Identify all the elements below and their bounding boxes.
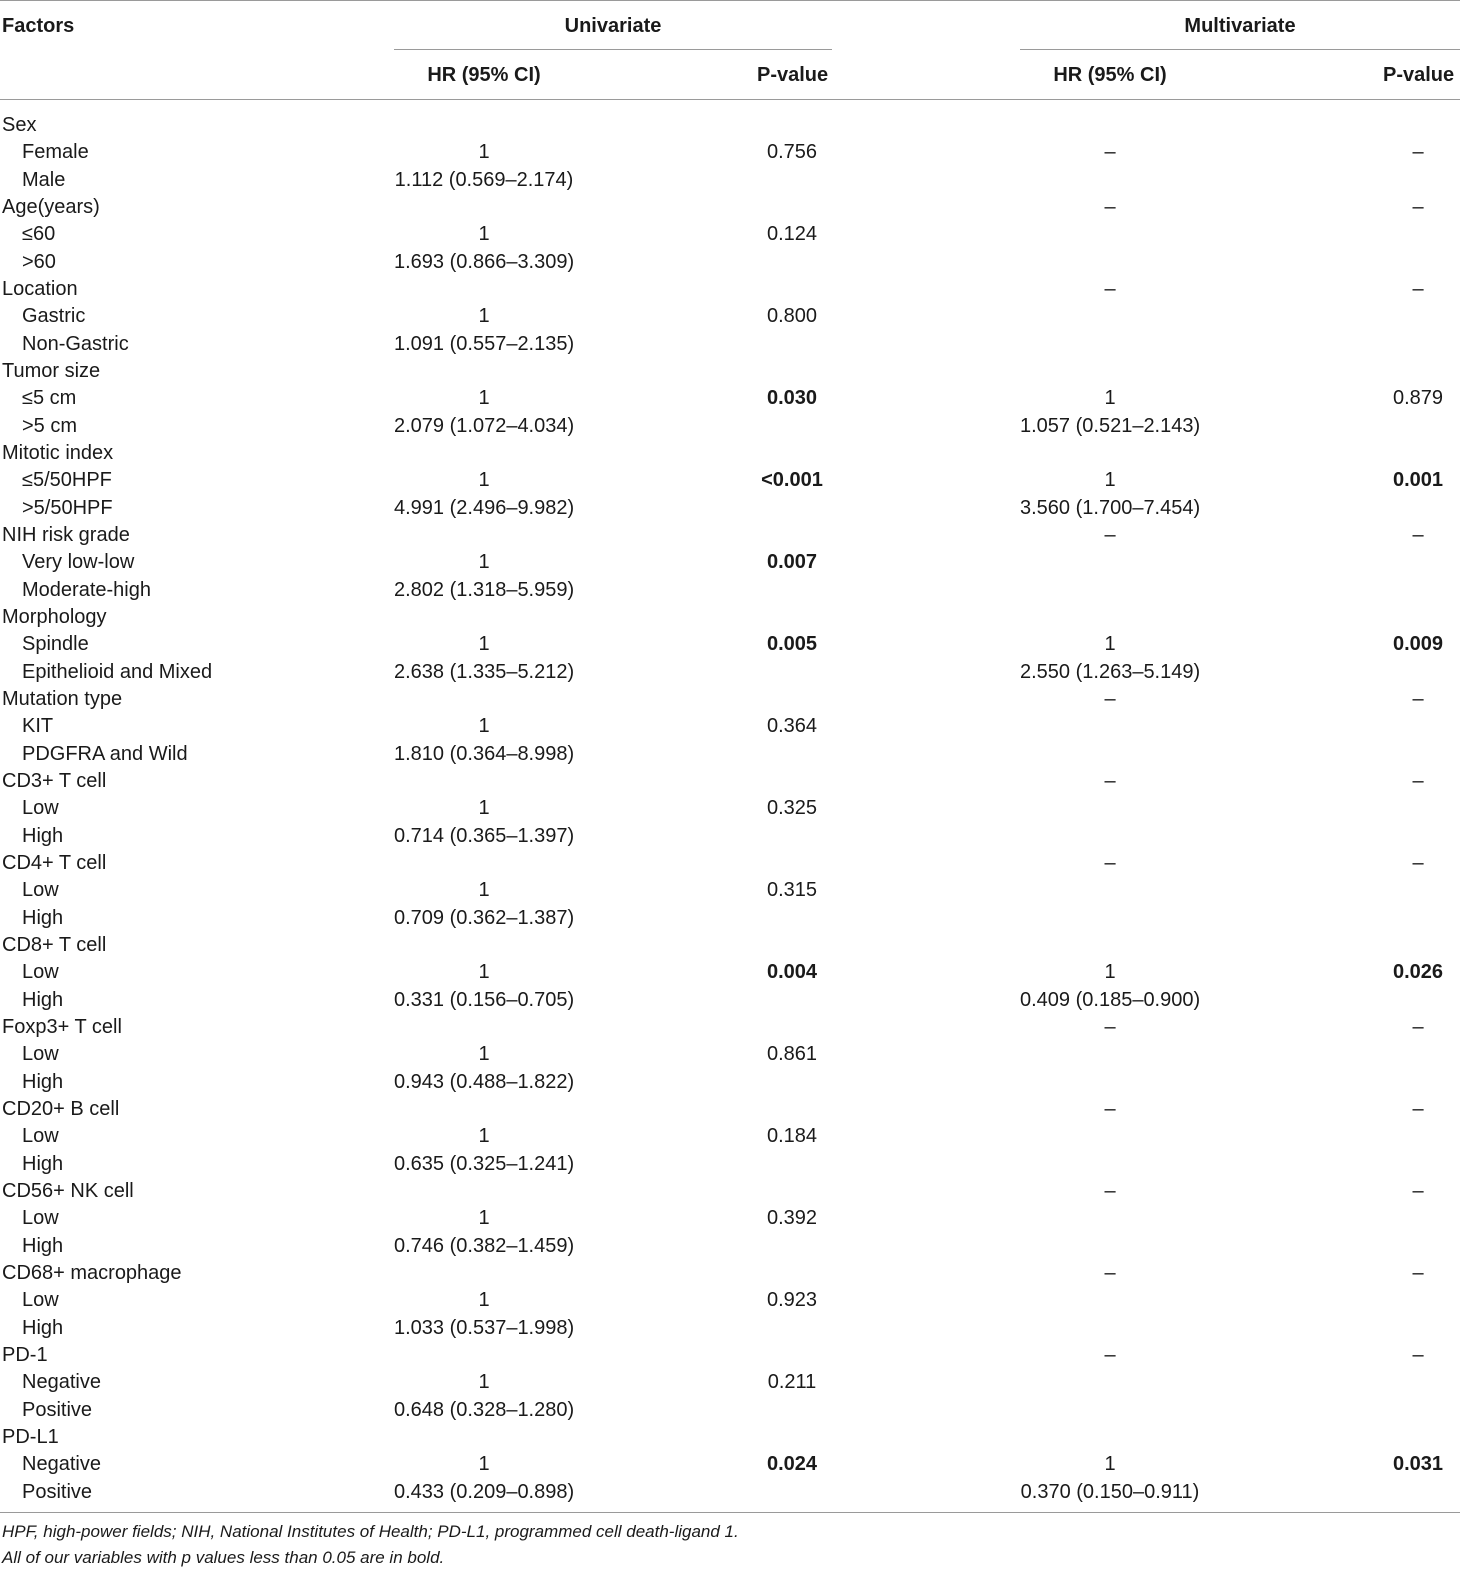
uni-hr-cell: 2.638 (1.335–5.212) bbox=[394, 661, 575, 683]
uni-p-cell: 0.923 bbox=[766, 1289, 818, 1311]
factor-level-label: Male bbox=[22, 169, 66, 191]
uni-hr-cell: 1.033 (0.537–1.998) bbox=[394, 1317, 575, 1339]
uni-hr-cell: 1 bbox=[478, 469, 490, 491]
footnote-abbreviations: HPF, high-power fields; NIH, National Institutes of Health; PD-L1, programmed cell death-ligand 1. bbox=[2, 1522, 739, 1541]
uni-hr-cell: 1 bbox=[478, 1125, 490, 1147]
uni-hr-cell: 2.079 (1.072–4.034) bbox=[394, 415, 575, 437]
factor-level-label: Negative bbox=[22, 1453, 101, 1475]
multi-p-cell: – bbox=[1412, 1262, 1424, 1284]
multi-p-cell: 0.879 bbox=[1392, 387, 1444, 409]
factor-level-label: >60 bbox=[22, 251, 56, 273]
multi-hr-cell: – bbox=[1104, 1262, 1116, 1284]
multi-hr-cell: – bbox=[1104, 196, 1116, 218]
multi-hr-cell: – bbox=[1104, 1016, 1116, 1038]
factor-level-label: High bbox=[22, 1153, 64, 1175]
top-rule bbox=[0, 0, 1460, 1]
factor-label: CD20+ B cell bbox=[2, 1098, 120, 1120]
multi-p-cell: 0.009 bbox=[1392, 633, 1444, 655]
uni-p-cell: 0.756 bbox=[766, 141, 818, 163]
uni-p-cell: 0.124 bbox=[766, 223, 818, 245]
multi-hr-cell: 1 bbox=[1104, 387, 1116, 409]
footnote-bold-note: All of our variables with p values less than 0.05 are in bold. bbox=[2, 1548, 445, 1567]
factor-label: Mutation type bbox=[2, 688, 123, 710]
uni-hr-cell: 1 bbox=[478, 1207, 490, 1229]
uni-hr-cell: 0.746 (0.382–1.459) bbox=[394, 1235, 575, 1257]
factor-level-label: High bbox=[22, 907, 64, 929]
header-bottom-rule bbox=[0, 99, 1460, 100]
uni-hr-cell: 4.991 (2.496–9.982) bbox=[394, 497, 575, 519]
factor-level-label: High bbox=[22, 1317, 64, 1339]
factor-level-label: High bbox=[22, 1071, 64, 1093]
multi-p-cell: – bbox=[1412, 196, 1424, 218]
factor-label: CD3+ T cell bbox=[2, 770, 107, 792]
header-univariate: Univariate bbox=[564, 15, 662, 37]
multi-hr-cell: 0.409 (0.185–0.900) bbox=[1020, 989, 1201, 1011]
uni-p-cell: 0.325 bbox=[766, 797, 818, 819]
factor-level-label: Low bbox=[22, 1289, 59, 1311]
multi-hr-cell: – bbox=[1104, 1098, 1116, 1120]
factor-level-label: KIT bbox=[22, 715, 54, 737]
header-multi-p: P-value bbox=[1383, 64, 1455, 86]
multi-hr-cell: – bbox=[1104, 1344, 1116, 1366]
factor-level-label: ≤5/50HPF bbox=[22, 469, 112, 491]
uni-p-cell: 0.030 bbox=[766, 387, 818, 409]
factor-level-label: Female bbox=[22, 141, 89, 163]
multi-p-cell: – bbox=[1412, 1016, 1424, 1038]
uni-hr-cell: 1.693 (0.866–3.309) bbox=[394, 251, 575, 273]
uni-p-cell: 0.004 bbox=[766, 961, 818, 983]
multi-p-cell: – bbox=[1412, 688, 1424, 710]
header-uni-p: P-value bbox=[757, 64, 829, 86]
uni-p-cell: 0.007 bbox=[766, 551, 818, 573]
uni-hr-cell: 0.433 (0.209–0.898) bbox=[394, 1481, 575, 1503]
uni-hr-cell: 1.112 (0.569–2.174) bbox=[394, 169, 574, 191]
multi-hr-cell: – bbox=[1104, 770, 1116, 792]
factor-level-label: Low bbox=[22, 961, 59, 983]
factor-label: CD4+ T cell bbox=[2, 852, 107, 874]
multi-hr-cell: 1 bbox=[1104, 633, 1116, 655]
uni-hr-cell: 0.635 (0.325–1.241) bbox=[394, 1153, 575, 1175]
multivariate-group-rule bbox=[1020, 49, 1460, 50]
uni-hr-cell: 1.810 (0.364–8.998) bbox=[394, 743, 575, 765]
factor-level-label: Very low-low bbox=[22, 551, 135, 573]
uni-hr-cell: 0.648 (0.328–1.280) bbox=[394, 1399, 575, 1421]
factor-level-label: Positive bbox=[22, 1481, 93, 1503]
factor-level-label: Epithelioid and Mixed bbox=[22, 661, 213, 683]
factor-label: CD56+ NK cell bbox=[2, 1180, 134, 1202]
uni-hr-cell: 1 bbox=[478, 633, 490, 655]
uni-hr-cell: 1 bbox=[478, 1371, 490, 1393]
multi-hr-cell: 3.560 (1.700–7.454) bbox=[1020, 497, 1201, 519]
factor-label: Foxp3+ T cell bbox=[2, 1016, 122, 1038]
factor-label: Age(years) bbox=[2, 196, 100, 218]
factor-level-label: >5 cm bbox=[22, 415, 78, 437]
factor-level-label: High bbox=[22, 989, 64, 1011]
uni-hr-cell: 1 bbox=[478, 223, 490, 245]
uni-hr-cell: 1 bbox=[478, 551, 490, 573]
uni-hr-cell: 1.091 (0.557–2.135) bbox=[394, 333, 575, 355]
uni-p-cell: <0.001 bbox=[761, 469, 823, 491]
multi-hr-cell: 1 bbox=[1104, 1453, 1116, 1475]
factor-level-label: Moderate-high bbox=[22, 579, 151, 601]
factor-label: Mitotic index bbox=[2, 442, 114, 464]
uni-p-cell: 0.211 bbox=[767, 1371, 817, 1393]
factor-label: Sex bbox=[2, 114, 37, 136]
multi-p-cell: – bbox=[1412, 1344, 1424, 1366]
uni-hr-cell: 1 bbox=[478, 141, 490, 163]
multi-p-cell: – bbox=[1412, 1098, 1424, 1120]
factor-label: PD-L1 bbox=[2, 1426, 59, 1448]
multi-hr-cell: – bbox=[1104, 524, 1116, 546]
uni-p-cell: 0.005 bbox=[766, 633, 818, 655]
uni-hr-cell: 1 bbox=[478, 1289, 490, 1311]
uni-p-cell: 0.364 bbox=[766, 715, 818, 737]
multi-p-cell: – bbox=[1412, 141, 1424, 163]
factor-level-label: Low bbox=[22, 1043, 59, 1065]
multi-hr-cell: – bbox=[1104, 1180, 1116, 1202]
uni-hr-cell: 1 bbox=[478, 387, 490, 409]
multi-p-cell: – bbox=[1412, 278, 1424, 300]
multi-p-cell: – bbox=[1412, 524, 1424, 546]
uni-hr-cell: 0.943 (0.488–1.822) bbox=[394, 1071, 575, 1093]
factor-label: CD8+ T cell bbox=[2, 934, 107, 956]
uni-p-cell: 0.024 bbox=[766, 1453, 818, 1475]
factor-label: PD-1 bbox=[2, 1344, 48, 1366]
factor-level-label: Gastric bbox=[22, 305, 86, 327]
uni-p-cell: 0.800 bbox=[766, 305, 818, 327]
multi-p-cell: – bbox=[1412, 1180, 1424, 1202]
factor-level-label: Low bbox=[22, 1125, 59, 1147]
factor-level-label: PDGFRA and Wild bbox=[22, 743, 188, 765]
factor-level-label: Low bbox=[22, 797, 59, 819]
multi-hr-cell: 1 bbox=[1104, 961, 1116, 983]
multi-p-cell: – bbox=[1412, 770, 1424, 792]
factor-level-label: Non-Gastric bbox=[22, 333, 129, 355]
factor-level-label: >5/50HPF bbox=[22, 497, 113, 519]
factor-level-label: High bbox=[22, 1235, 64, 1257]
multi-hr-cell: – bbox=[1104, 688, 1116, 710]
multi-p-cell: 0.001 bbox=[1392, 469, 1444, 491]
uni-p-cell: 0.315 bbox=[766, 879, 818, 901]
uni-hr-cell: 1 bbox=[478, 797, 490, 819]
header-multivariate: Multivariate bbox=[1184, 15, 1296, 37]
factor-label: Tumor size bbox=[2, 360, 101, 382]
uni-p-cell: 0.392 bbox=[766, 1207, 818, 1229]
uni-hr-cell: 1 bbox=[478, 715, 490, 737]
uni-hr-cell: 2.802 (1.318–5.959) bbox=[394, 579, 575, 601]
multi-p-cell: 0.031 bbox=[1392, 1453, 1444, 1475]
factor-level-label: ≤60 bbox=[22, 223, 56, 245]
factor-level-label: Spindle bbox=[22, 633, 89, 655]
multi-hr-cell: – bbox=[1104, 278, 1116, 300]
factor-label: NIH risk grade bbox=[2, 524, 130, 546]
uni-hr-cell: 1 bbox=[478, 305, 490, 327]
multi-p-cell: 0.026 bbox=[1392, 961, 1444, 983]
factor-label: Morphology bbox=[2, 606, 107, 628]
multi-hr-cell: 2.550 (1.263–5.149) bbox=[1020, 661, 1201, 683]
multi-hr-cell: 1.057 (0.521–2.143) bbox=[1020, 415, 1201, 437]
factor-level-label: Negative bbox=[22, 1371, 101, 1393]
multi-p-cell: – bbox=[1412, 852, 1424, 874]
header-uni-hr: HR (95% CI) bbox=[427, 64, 541, 86]
uni-p-cell: 0.861 bbox=[766, 1043, 818, 1065]
factor-level-label: Low bbox=[22, 879, 59, 901]
header-factors: Factors bbox=[2, 15, 75, 37]
multi-hr-cell: 0.370 (0.150–0.911) bbox=[1020, 1481, 1200, 1503]
multi-hr-cell: 1 bbox=[1104, 469, 1116, 491]
uni-hr-cell: 0.709 (0.362–1.387) bbox=[394, 907, 575, 929]
uni-hr-cell: 1 bbox=[478, 879, 490, 901]
uni-hr-cell: 1 bbox=[478, 1453, 490, 1475]
uni-hr-cell: 0.331 (0.156–0.705) bbox=[394, 989, 575, 1011]
header-multi-hr: HR (95% CI) bbox=[1053, 64, 1167, 86]
uni-hr-cell: 0.714 (0.365–1.397) bbox=[394, 825, 575, 847]
factor-level-label: Positive bbox=[22, 1399, 93, 1421]
univariate-group-rule bbox=[394, 49, 832, 50]
factor-level-label: Low bbox=[22, 1207, 59, 1229]
multi-hr-cell: – bbox=[1104, 141, 1116, 163]
factor-level-label: High bbox=[22, 825, 64, 847]
factor-label: CD68+ macrophage bbox=[2, 1262, 182, 1284]
multi-hr-cell: – bbox=[1104, 852, 1116, 874]
uni-p-cell: 0.184 bbox=[766, 1125, 818, 1147]
uni-hr-cell: 1 bbox=[478, 1043, 490, 1065]
factor-label: Location bbox=[2, 278, 78, 300]
uni-hr-cell: 1 bbox=[478, 961, 490, 983]
factor-level-label: ≤5 cm bbox=[22, 387, 77, 409]
table-bottom-rule bbox=[0, 1512, 1460, 1513]
